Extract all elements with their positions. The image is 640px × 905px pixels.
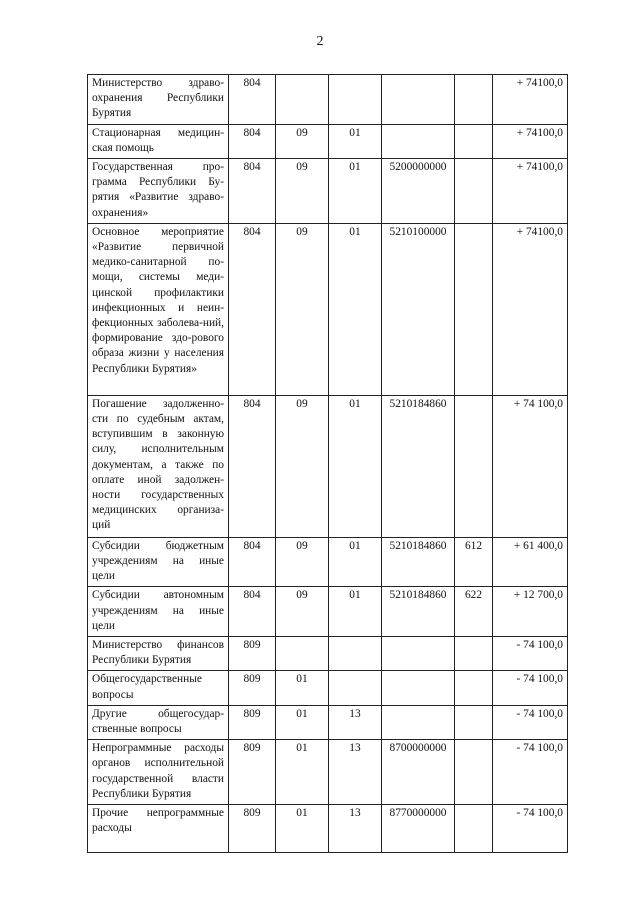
ministry-code: 809: [229, 805, 276, 853]
expense-type-code: [455, 124, 493, 158]
expense-type-code: [455, 75, 493, 125]
amount: - 74 100,0: [493, 637, 568, 671]
table-row: [88, 395, 568, 537]
subsection-code: [329, 75, 382, 125]
row-name: Субсидии автономным учреждениям на иные цели: [88, 587, 229, 637]
row-name: Министерство финансов Республики Бурятия: [88, 637, 229, 671]
amount: - 74 100,0: [493, 705, 568, 739]
ministry-code: 804: [229, 159, 276, 224]
expense-type-code: [455, 805, 493, 853]
section-code: 09: [276, 159, 329, 224]
subsection-code: [329, 637, 382, 671]
subsection-code: 13: [329, 740, 382, 805]
ministry-code: 809: [229, 705, 276, 739]
table-row: [88, 705, 568, 739]
table-row: [88, 159, 568, 224]
expense-type-code: [455, 740, 493, 805]
amount: + 12 700,0: [493, 587, 568, 637]
section-code: 09: [276, 223, 329, 395]
ministry-code: 804: [229, 395, 276, 537]
amount: + 74100,0: [493, 159, 568, 224]
section-code: [276, 75, 329, 125]
ministry-code: 809: [229, 740, 276, 805]
target-code: 8770000000: [382, 805, 455, 853]
ministry-code: 804: [229, 587, 276, 637]
row-name: Субсидии бюджетным учреждениям на иные цели: [88, 537, 229, 587]
subsection-code: 13: [329, 805, 382, 853]
subsection-code: 13: [329, 705, 382, 739]
row-name: Министерство здраво-охранения Республики Бурятия: [88, 75, 229, 125]
section-code: 01: [276, 671, 329, 705]
ministry-code: 804: [229, 223, 276, 395]
ministry-code: 804: [229, 124, 276, 158]
expense-type-code: [455, 395, 493, 537]
table-row: [88, 75, 568, 125]
row-name: Стационарная медицин-ская помощь: [88, 124, 229, 158]
section-code: 09: [276, 537, 329, 587]
ministry-code: 804: [229, 537, 276, 587]
subsection-code: 01: [329, 223, 382, 395]
amount: + 74 100,0: [493, 395, 568, 537]
subsection-code: 01: [329, 587, 382, 637]
amount: + 74100,0: [493, 124, 568, 158]
subsection-code: 01: [329, 395, 382, 537]
section-code: 01: [276, 705, 329, 739]
expense-type-code: [455, 223, 493, 395]
page-number: 2: [316, 34, 324, 49]
table-row: [88, 587, 568, 637]
table-row: [88, 740, 568, 805]
row-name: Другие общегосудар-ственные вопросы: [88, 705, 229, 739]
target-code: [382, 637, 455, 671]
section-code: 09: [276, 395, 329, 537]
target-code: 8700000000: [382, 740, 455, 805]
table-row: [88, 637, 568, 671]
section-code: 01: [276, 805, 329, 853]
expense-type-code: [455, 705, 493, 739]
budget-table: [87, 74, 568, 853]
amount: + 74100,0: [493, 223, 568, 395]
target-code: 5210184860: [382, 587, 455, 637]
table-row: [88, 537, 568, 587]
subsection-code: [329, 671, 382, 705]
target-code: 5210184860: [382, 395, 455, 537]
amount: - 74 100,0: [493, 805, 568, 853]
amount: - 74 100,0: [493, 671, 568, 705]
table-row: [88, 805, 568, 853]
table-row: [88, 124, 568, 158]
target-code: [382, 671, 455, 705]
ministry-code: 804: [229, 75, 276, 125]
amount: + 61 400,0: [493, 537, 568, 587]
row-name: Основное мероприятие «Развитие первичной медико-санитарной по-мощи, системы меди-цинской профилактики инфекционных и неин-фекционных заболева-ний, формирование здо-рового образа жизни у населения Республики Бурятия»: [88, 223, 229, 395]
subsection-code: 01: [329, 124, 382, 158]
section-code: [276, 637, 329, 671]
expense-type-code: 612: [455, 537, 493, 587]
amount: - 74 100,0: [493, 740, 568, 805]
expense-type-code: [455, 671, 493, 705]
target-code: 5200000000: [382, 159, 455, 224]
target-code: [382, 124, 455, 158]
section-code: 09: [276, 587, 329, 637]
subsection-code: 01: [329, 537, 382, 587]
expense-type-code: [455, 159, 493, 224]
row-name: Погашение задолженно-сти по судебным актам, вступившим в законную силу, исполнительным документам, а также по оплате иной задолжен-ности государственных медицинских организа-ций: [88, 395, 229, 537]
ministry-code: 809: [229, 671, 276, 705]
section-code: 01: [276, 740, 329, 805]
expense-type-code: 622: [455, 587, 493, 637]
target-code: [382, 705, 455, 739]
target-code: 5210100000: [382, 223, 455, 395]
subsection-code: 01: [329, 159, 382, 224]
table-row: [88, 223, 568, 395]
section-code: 09: [276, 124, 329, 158]
target-code: [382, 75, 455, 125]
table-row: [88, 671, 568, 705]
target-code: 5210184860: [382, 537, 455, 587]
row-name: Общегосударственные вопросы: [88, 671, 229, 705]
ministry-code: 809: [229, 637, 276, 671]
row-name: Государственная про-грамма Республики Бу-рятия «Развитие здраво-охранения»: [88, 159, 229, 224]
row-name: Прочие непрограммные расходы: [88, 805, 229, 853]
row-name: Непрограммные расходы органов исполнительной государственной власти Республики Бурятия: [88, 740, 229, 805]
expense-type-code: [455, 637, 493, 671]
amount: + 74100,0: [493, 75, 568, 125]
